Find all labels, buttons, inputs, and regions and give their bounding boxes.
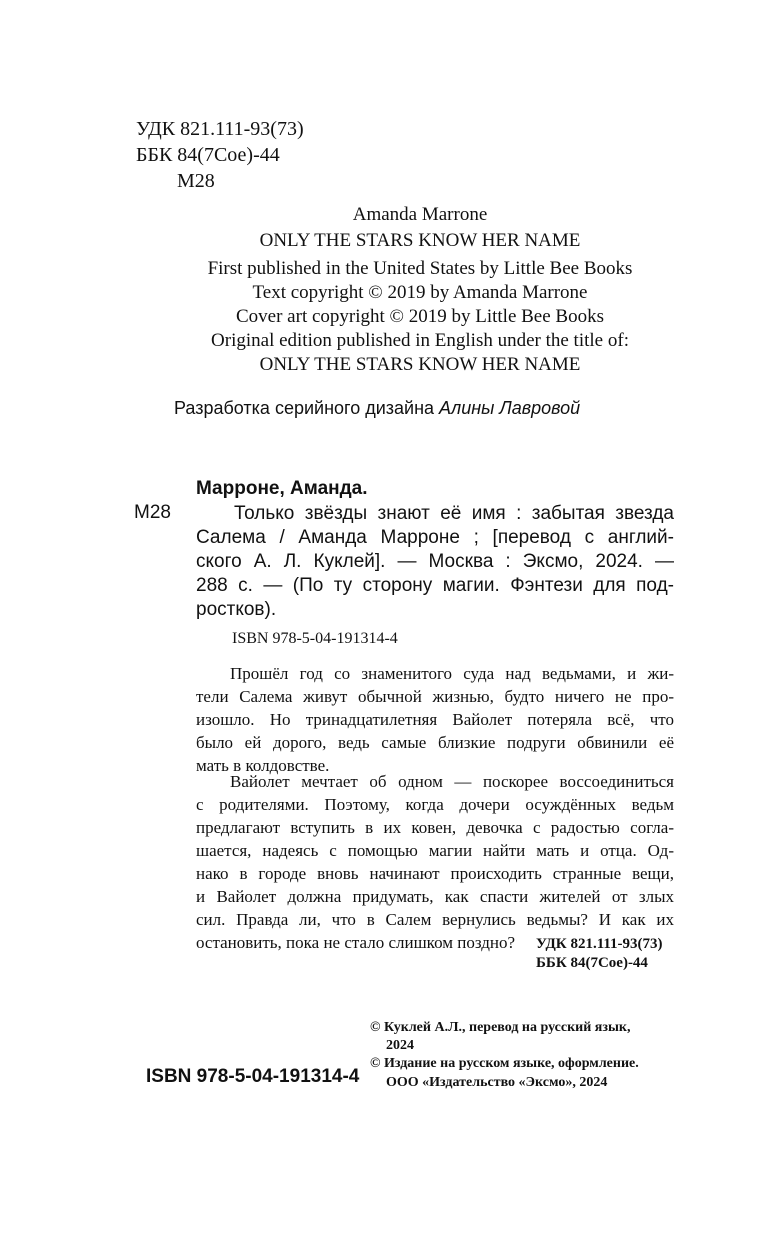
entry-line: ростков). [196,599,277,620]
design-credit-name: Алины Лавровой [439,398,581,418]
annotation-line: изошло. Но тринадцатилетняя Вайолет потеряла всё, что [196,710,674,729]
annotation-paragraph-2 [196,770,674,954]
entry-description [196,502,674,622]
annotation-line: предлагают вступить в их ковен, девочка с радостью согла- [196,818,674,837]
annotation-bbk: ББК 84(7Сое)-44 [536,955,648,971]
entry-line: Только звёзды знают её имя : забытая звезда [234,503,674,524]
design-credit-prefix: Разработка серийного дизайна [174,398,440,418]
annotation-line: Прошёл год со знаменитого суда над ведьмами, и жи- [230,664,674,683]
bbk-code: ББК 84(7Сое)-44 [136,144,280,166]
copyright-translation-year: 2024 [386,1038,414,1053]
entry-heading: Марроне, Аманда. [196,478,368,499]
original-line: Text copyright © 2019 by Amanda Marrone [252,282,588,303]
annotation-line: нако в городе вновь начинают происходить странные вещи, [196,864,674,883]
annotation-line: Вайолет мечтает об одном — поскорее воссоединиться [230,772,674,791]
design-credit [174,398,580,419]
entry-line: ского А. Л. Куклей]. — Москва : Эксмо, 2024. — [196,551,674,572]
entry-mark: М28 [134,502,171,523]
annotation-line: было ей дорого, ведь самые близкие подруги обвинили её [196,733,674,752]
original-title: ONLY THE STARS KNOW HER NAME [259,230,581,251]
udk-code: УДК 821.111-93(73) [136,118,304,140]
copyright-translation: © Куклей А.Л., перевод на русский язык, [370,1020,631,1035]
annotation-line: шается, надеясь с помощью магии найти мать и отца. Од- [196,841,674,860]
entry-line: 288 с. — (По ту сторону магии. Фэнтези для под- [196,575,674,596]
original-line: Cover art copyright © 2019 by Little Bee Books [236,306,604,327]
original-author: Amanda Marrone [352,204,488,225]
annotation-line: сил. Правда ли, что в Салем вернулись ведьмы? И как их [196,910,674,929]
original-line: First published in the United States by Little Bee Books [207,258,633,279]
annotation-line: остановить, пока не стало слишком поздно? [196,933,516,952]
original-line: ONLY THE STARS KNOW HER NAME [259,354,581,375]
annotation-line: и Вайолет должна придумать, как спасти жителей от злых [196,887,674,906]
isbn-imprint: ISBN 978-5-04-191314-4 [146,1066,360,1087]
entry-isbn: ISBN 978-5-04-191314-4 [232,630,398,647]
annotation-paragraph-1 [196,662,674,777]
annotation-line: тели Салема живут обычной жизнью, будто ничего не про- [196,687,674,706]
annotation-line: с родителями. Поэтому, когда дочери осуждённых ведьм [196,795,674,814]
copyright-edition: © Издание на русском языке, оформление. [370,1056,639,1071]
annotation-udk: УДК 821.111-93(73) [536,936,663,952]
annotation-line: мать в колдовстве. [196,756,330,775]
author-mark: М28 [177,170,215,192]
original-line: Original edition published in English under the title of: [211,330,629,351]
copyright-edition-org: ООО «Издательство «Эксмо», 2024 [386,1075,608,1090]
entry-line: Салема / Аманда Марроне ; [перевод с англий- [196,527,674,548]
